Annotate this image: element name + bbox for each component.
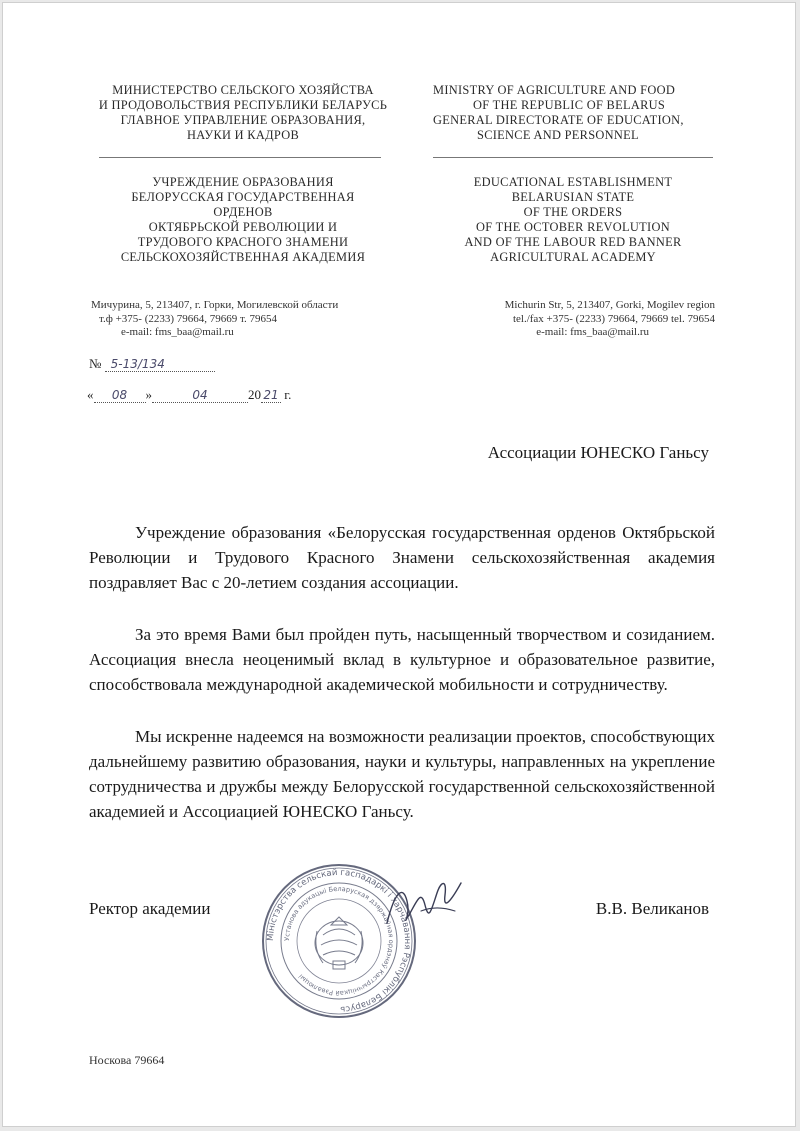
en-ministry-line: GENERAL DIRECTORATE OF EDUCATION,: [433, 113, 684, 127]
executor-note: Носкова 79664: [89, 1053, 165, 1067]
seal-inner-text: Установа адукацыі Беларуская дзяржаўная ордэнаў Кастрычніцкай Рэвалюцыі: [282, 884, 396, 998]
body-paragraph-2-text: За это время Вами был пройден путь, насыщенный творчеством и созиданием. Ассоциация внесла неоценимый вклад в культурное и образовательное развитие, способствовала международной академической мобильности и сотрудничеству.: [89, 625, 715, 694]
ru-institution-line: ОКТЯБРЬСКОЙ РЕВОЛЮЦИИ И: [148, 220, 338, 234]
ru-institution-line: УЧРЕЖДЕНИЕ ОБРАЗОВАНИЯ: [152, 175, 334, 189]
en-institution-line: BELARUSIAN STATE: [511, 190, 635, 204]
en-institution-line: OF THE ORDERS: [523, 205, 623, 219]
date-suffix: г.: [284, 387, 292, 402]
ru-address: Мичурина, 5, 213407, г. Горки, Могилевской области: [91, 299, 339, 311]
date-year-hand: 21: [261, 388, 281, 403]
signer-title: Ректор академии: [89, 899, 211, 918]
date-month: 04: [152, 388, 248, 403]
ru-contact-block: [91, 299, 338, 340]
ru-ministry-line: НАУКИ И КАДРОВ: [186, 128, 300, 142]
header-divider-right: [433, 157, 713, 158]
ru-ministry-line: ГЛАВНОЕ УПРАВЛЕНИЕ ОБРАЗОВАНИЯ,: [120, 113, 366, 127]
ru-email: e-mail: fms_baa@mail.ru: [121, 326, 234, 339]
ru-ministry-header: [89, 83, 397, 143]
signer-name: В.В. Великанов: [595, 899, 709, 918]
en-institution-line: AND OF THE LABOUR RED BANNER: [464, 235, 682, 249]
en-institution-line: OF THE OCTOBER REVOLUTION: [476, 220, 670, 234]
registration-date: [87, 387, 291, 403]
date-day: 08: [94, 388, 146, 403]
date-quote-open: «: [87, 387, 94, 402]
en-institution-line: EDUCATIONAL ESTABLISHMENT: [473, 175, 673, 189]
registration-number: [89, 356, 215, 372]
ru-ministry-line: МИНИСТЕРСТВО СЕЛЬСКОГО ХОЗЯЙСТВА: [112, 83, 374, 97]
en-institution-line: AGRICULTURAL ACADEMY: [490, 250, 656, 264]
number-sign: №: [89, 356, 102, 371]
seal-outer-text: Міністэрства сельскай гаспадаркі і харчавання Рэспублікі Беларусь: [265, 867, 413, 1015]
header-divider-left: [99, 157, 381, 158]
handwritten-signature-icon: [381, 871, 471, 941]
date-quote-close: »: [145, 387, 152, 402]
date-year-prefix: 20: [248, 387, 261, 402]
body-paragraph-3: [89, 724, 715, 824]
svg-text:Установа адукацыі Беларуская д: [283, 885, 395, 997]
body-paragraph-1: [89, 520, 715, 595]
en-ministry-line: SCIENCE AND PERSONNEL: [477, 128, 639, 142]
en-ministry-header: [433, 83, 713, 143]
letter-page: [2, 2, 796, 1127]
ru-phone: т.ф +375- (2233) 79664, 79669 т. 79654: [99, 312, 278, 325]
body-paragraph-2: [89, 622, 715, 697]
body-paragraph-3-text: Мы искренне надеемся на возможности реализации проектов, способствующих дальнейшему развитию образования, науки и культуры, направленных на укрепление сотрудничества и дружбы между Белорусской государственной сельскохозяйственной академией и Ассоциацией ЮНЕСКО Ганьсу.: [89, 727, 715, 821]
en-institution-header: [443, 175, 703, 265]
en-ministry-line: OF THE REPUBLIC OF BELARUS: [473, 98, 666, 112]
ru-institution-line: СЕЛЬСКОХОЗЯЙСТВЕННАЯ АКАДЕМИЯ: [120, 250, 366, 264]
ru-institution-line: ОРДЕНОВ: [213, 205, 273, 219]
ru-institution-header: [99, 175, 387, 265]
ru-institution-line: ТРУДОВОГО КРАСНОГО ЗНАМЕНИ: [137, 235, 349, 249]
en-address: Michurin Str, 5, 213407, Gorki, Mogilev region: [504, 299, 715, 311]
body-paragraph-1-text: Учреждение образования «Белорусская государственная орденов Октябрьской Революции и Трудового Красного Знамени сельскохозяйственная академия поздравляет Вас с 20-летием создания ассоциации.: [89, 523, 715, 592]
en-email: e-mail: fms_baa@mail.ru: [536, 326, 649, 339]
recipient: Ассоциации ЮНЕСКО Ганьсу: [487, 443, 709, 462]
en-phone: tel./fax +375- (2233) 79664, 79669 tel. 79654: [512, 312, 715, 325]
ru-ministry-line: И ПРОДОВОЛЬСТВИЯ РЕСПУБЛИКИ БЕЛАРУСЬ: [98, 98, 388, 112]
ru-institution-line: БЕЛОРУССКАЯ ГОСУДАРСТВЕННАЯ: [131, 190, 355, 204]
registration-number-value: 5-13/134: [105, 357, 215, 372]
en-ministry-line: MINISTRY OF AGRICULTURE AND FOOD: [433, 83, 676, 97]
en-contact-block: [475, 299, 715, 340]
